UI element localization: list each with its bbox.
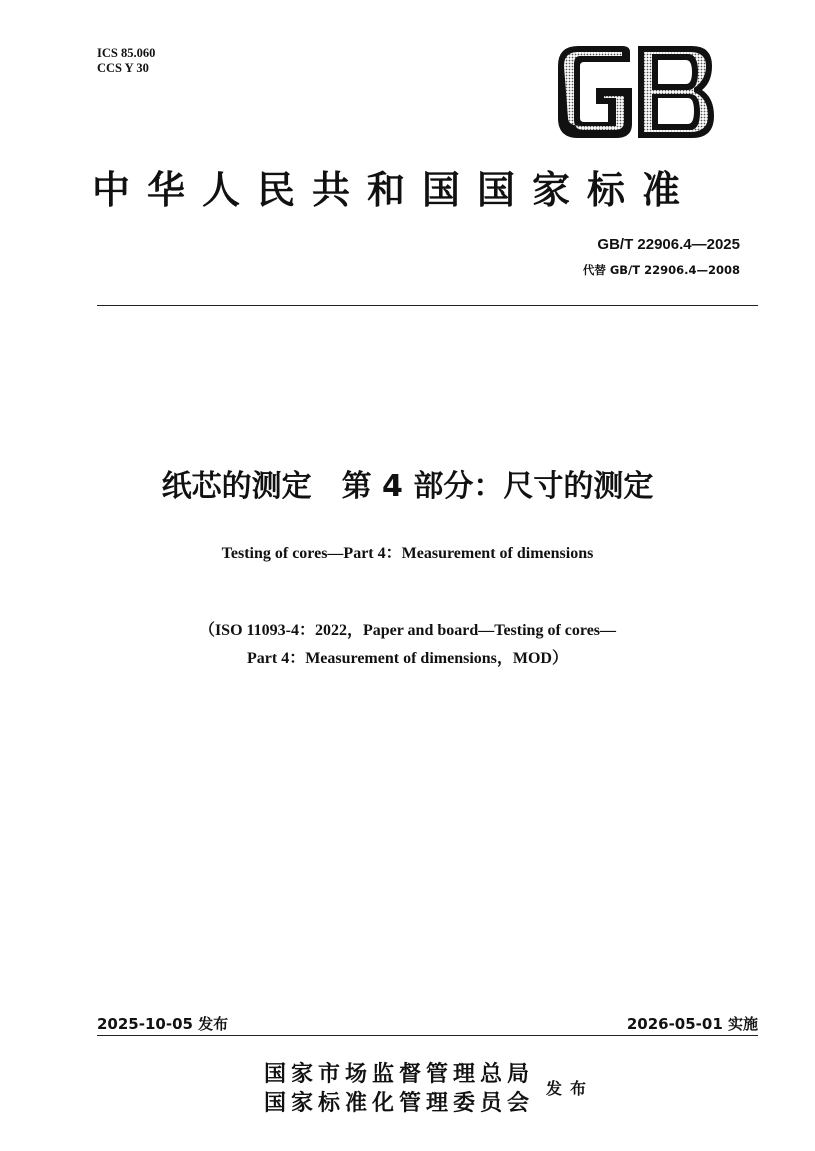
publish-label: 发布 — [546, 1079, 595, 1098]
issuing-authorities — [264, 1060, 534, 1118]
iso-reference-line-2: Part 4：Measurement of dimensions，MOD） — [246, 650, 568, 667]
standard-number: GB/T 22906.4—2025 — [597, 236, 740, 253]
ccs-code: CCS Y 30 — [97, 61, 149, 75]
bottom-divider — [97, 1035, 758, 1036]
issue-date: 2025-10-05 发布 — [97, 1015, 229, 1033]
ics-code: ICS 85.060 — [97, 46, 156, 60]
iso-reference — [0, 617, 815, 673]
classification-codes — [97, 46, 155, 76]
title-english: Testing of cores—Part 4：Measurement of dimensions — [221, 545, 594, 562]
iso-reference-line-1: （ISO 11093-4：2022，Paper and board—Testing of cores— — [198, 622, 617, 639]
implementation-date: 2026-05-01 实施 — [626, 1015, 758, 1033]
title-chinese: 纸芯的测定 第 4 部分：尺寸的测定 — [161, 469, 654, 504]
issuer-sac: 国家标准化管理委员会 — [264, 1090, 535, 1116]
issuer-samr: 国家市场监督管理总局 — [264, 1061, 535, 1087]
top-divider — [97, 305, 758, 306]
gb-logo — [556, 44, 714, 140]
national-standard-title: 中华人民共和国国家标准 — [92, 167, 698, 212]
replaces-standard: 代替 GB/T 22906.4—2008 — [582, 263, 740, 277]
